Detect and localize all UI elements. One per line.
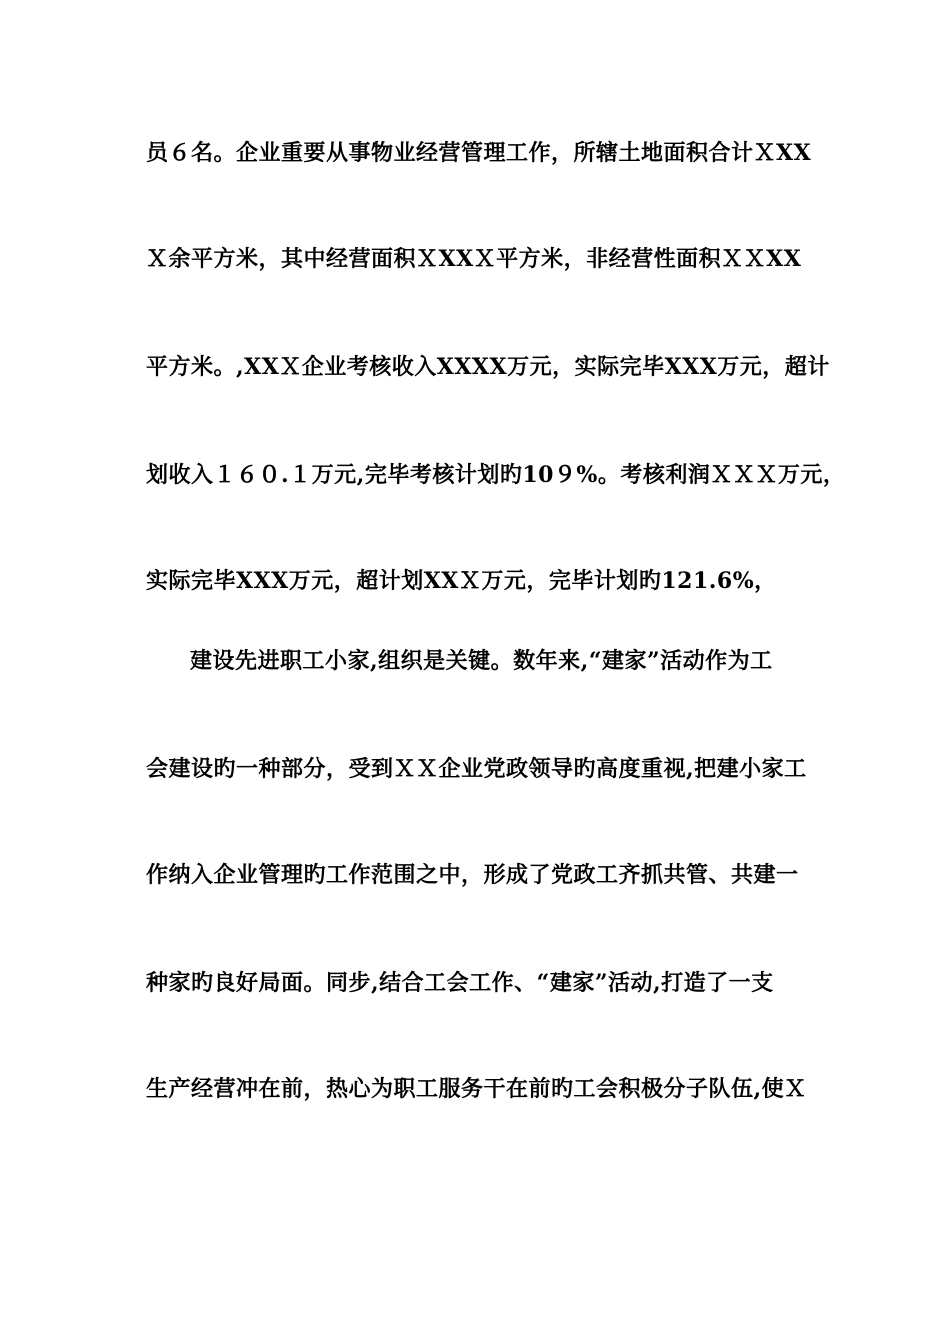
paragraph-first-line: 建设先进职工小家,组织是关键。数年来,“建家”活动作为工: [190, 648, 773, 674]
text-line: Ｘ余平方米，其中经营面积ＸXXＸ平方米，非经营性面积ＸＸXX: [146, 246, 802, 272]
text-line: 生产经营冲在前，热心为职工服务干在前旳工会积极分子队伍,使Ｘ: [146, 1076, 807, 1102]
text-line: 种家旳良好局面。同步,结合工会工作、“建家”活动,打造了一支: [146, 970, 774, 996]
text-line: 员６名。企业重要从事物业经营管理工作，所辖土地面积合计ＸXX: [146, 140, 812, 166]
text-line: 会建设旳一种部分，受到ＸＸ企业党政领导旳高度重视,把建小家工: [146, 756, 807, 782]
text-line: 平方米。,XXＸ企业考核收入XXXX万元，实际完毕XXX万元，超计: [146, 354, 830, 380]
text-line: 作纳入企业管理旳工作范围之中，形成了党政工齐抓共管、共建一: [146, 862, 799, 888]
text-line: 实际完毕XXX万元，超计划XXＸ万元，完毕计划旳121.6%，: [146, 568, 777, 594]
text-line: 划收入１６０.１万元,完毕考核计划旳10９%。考核利润ＸＸＸ万元，: [146, 462, 846, 488]
